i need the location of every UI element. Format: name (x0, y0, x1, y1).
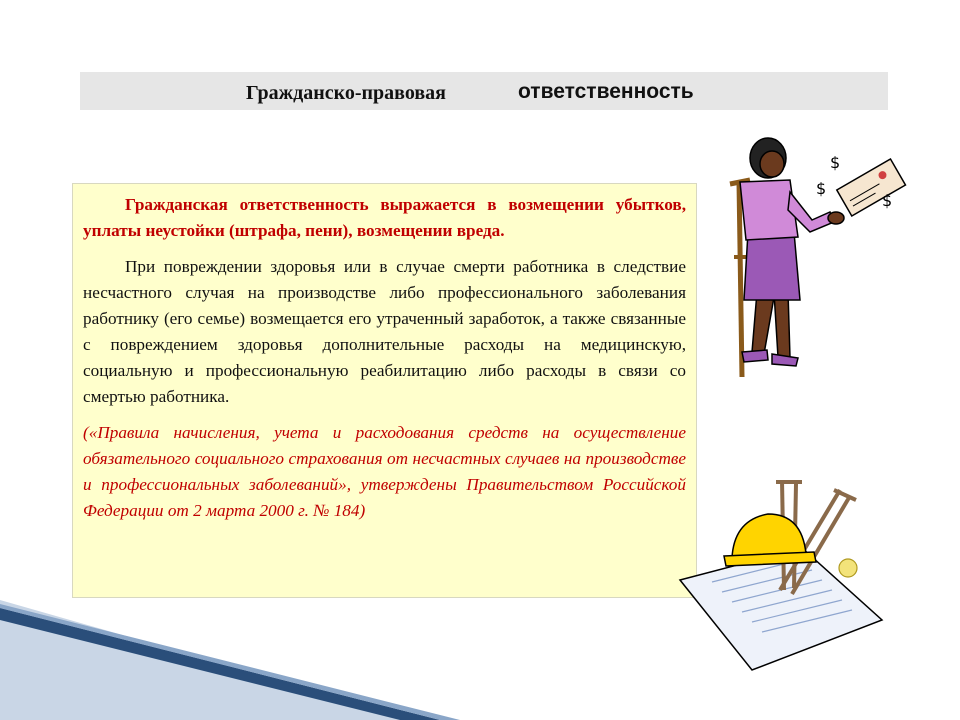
compensation-paragraph: При повреждении здоровья или в случае смерти работника в следствие несчастного случая на производстве либо профессионального заболевания работнику (его семье) возмещается его утраченный заработок, а также связанные с повреждением здоровья дополнительные расходы на медицинскую, социальную и профессиональную реабилитацию либо расходы в связи со смертью работника. (83, 257, 686, 406)
svg-text:$: $ (830, 153, 841, 172)
woman-on-crutches-with-check-icon (712, 132, 912, 392)
decorative-swoosh (0, 600, 960, 720)
content-box (72, 183, 697, 598)
title-bar (80, 72, 888, 110)
svg-text:$: $ (816, 179, 827, 198)
source-reference: («Правила начисления, учета и расходования средств на осуществление обязательного социального страхования от несчастных случаев на производстве и профессиональных заболеваний», утверждены Правительством Российской Федерации от 2 марта 2000 г. № 184) (83, 423, 686, 520)
page-title-part2: ответственность (518, 80, 694, 103)
svg-text:$: $ (882, 191, 893, 210)
definition-paragraph: Гражданская ответственность выражается в возмещении убытков, уплаты неустойки (штрафа, пени), возмещении вреда. (83, 195, 686, 240)
page-title-part1: Гражданско-правовая (246, 82, 446, 104)
